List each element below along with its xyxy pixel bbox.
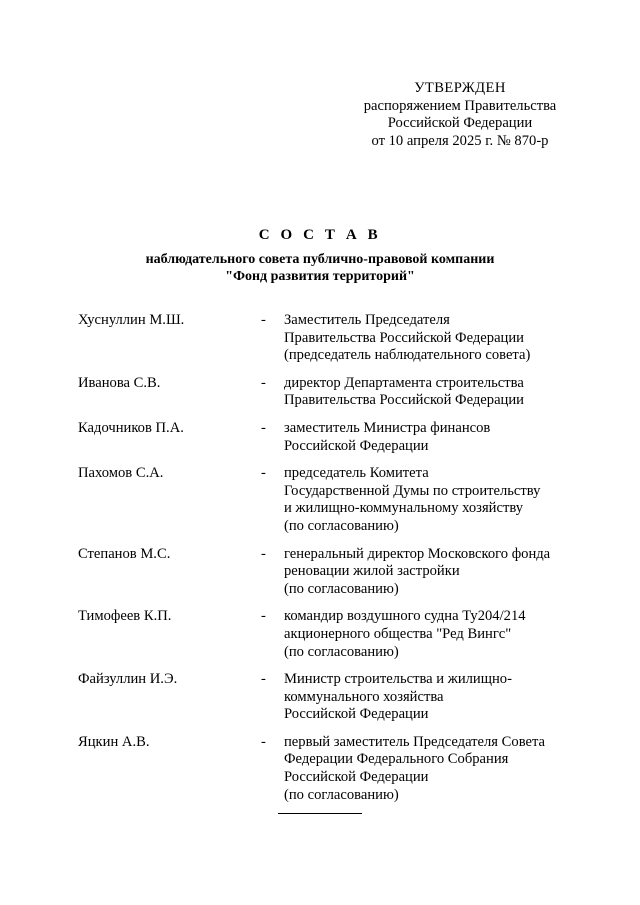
member-position-line: председатель Комитета	[284, 465, 429, 482]
member-position	[284, 420, 578, 455]
member-position-line: и жилищно-коммунальному хозяйству	[284, 500, 524, 517]
document-subtitle	[0, 251, 640, 285]
member-dash: -	[261, 312, 266, 328]
members-list	[78, 312, 578, 814]
subtitle-line: наблюдательного совета публично-правовой компании	[145, 252, 495, 267]
member-position-line: коммунального хозяйства	[284, 688, 444, 705]
member-position-line: Российской Федерации	[284, 437, 429, 454]
member-row	[78, 375, 578, 410]
member-name: Кадочников П.А.	[78, 419, 184, 436]
member-row	[78, 420, 578, 455]
member-position-line: акционерного общества "Ред Вингс"	[284, 625, 512, 642]
member-position-line: Федерации Федерального Собрания	[284, 751, 509, 768]
member-dash: -	[261, 419, 266, 436]
member-position-line: генеральный директор Московского фонда	[284, 545, 551, 562]
member-row	[78, 546, 578, 599]
member-name: Иванова С.В.	[78, 374, 161, 391]
member-position-line: Правительства Российской Федерации	[284, 329, 524, 346]
member-position-line: командир воздушного судна Ту204/214	[284, 608, 526, 625]
member-position-line: (по согласованию)	[284, 643, 399, 660]
member-row	[78, 312, 578, 365]
member-row	[78, 671, 578, 724]
member-position-line: реновации жилой застройки	[284, 563, 460, 580]
member-position	[284, 312, 578, 365]
member-position-line: Правительства Российской Федерации	[284, 392, 524, 409]
member-position-line: (председатель наблюдательного совета)	[284, 347, 531, 364]
member-position	[284, 608, 578, 661]
member-name: Хуснуллин М.Ш.	[78, 312, 185, 328]
member-row	[78, 608, 578, 661]
member-position-line: (по согласованию)	[284, 517, 399, 534]
member-position-line: первый заместитель Председателя Совета	[284, 733, 546, 750]
approval-line: распоряжением Правительства	[363, 97, 557, 114]
member-name: Пахомов С.А.	[78, 465, 164, 482]
member-row	[78, 734, 578, 804]
member-position-line: Министр строительства и жилищно-	[284, 671, 512, 688]
member-dash: -	[261, 671, 266, 688]
closing-divider	[278, 813, 362, 814]
member-position	[284, 734, 578, 804]
member-name: Тимофеев К.П.	[78, 608, 172, 625]
member-position	[284, 671, 578, 724]
member-name: Яцкин А.В.	[78, 733, 150, 750]
member-dash: -	[261, 733, 266, 750]
member-position-line: (по согласованию)	[284, 786, 399, 803]
member-name: Файзуллин И.Э.	[78, 671, 178, 688]
member-position-line: (по согласованию)	[284, 580, 399, 597]
approval-block	[340, 80, 580, 150]
member-position-line: Российской Федерации	[284, 769, 429, 786]
member-position-line: Российской Федерации	[284, 706, 429, 723]
member-name: Степанов М.С.	[78, 545, 171, 562]
approval-line: Российской Федерации	[387, 115, 533, 132]
member-position-line: Заместитель Председателя	[284, 312, 450, 328]
member-position-line: директор Департамента строительства	[284, 374, 524, 391]
member-dash: -	[261, 374, 266, 391]
member-row	[78, 465, 578, 535]
member-dash: -	[261, 465, 266, 482]
member-dash: -	[261, 545, 266, 562]
member-position-line: Государственной Думы по строительству	[284, 482, 541, 499]
member-position	[284, 465, 578, 535]
member-dash: -	[261, 608, 266, 625]
document-title: С О С Т А В	[258, 227, 382, 243]
member-position	[284, 546, 578, 599]
subtitle-line: "Фонд развития территорий"	[225, 269, 415, 284]
approval-line: от 10 апреля 2025 г. № 870-р	[371, 132, 549, 149]
approval-title: УТВЕРЖДЕН	[414, 80, 506, 96]
member-position-line: заместитель Министра финансов	[284, 419, 491, 436]
member-position	[284, 375, 578, 410]
